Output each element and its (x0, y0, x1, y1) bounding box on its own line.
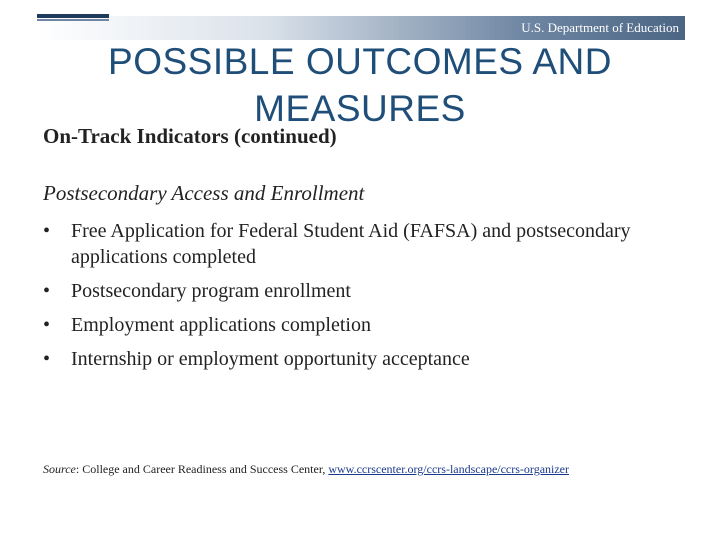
slide-title: POSSIBLE OUTCOMES AND MEASURES (108, 41, 612, 129)
source-label: Source (43, 462, 76, 476)
department-name: U.S. Department of Education (521, 20, 679, 35)
header-bar (37, 16, 685, 40)
section-heading: Postsecondary Access and Enrollment (43, 181, 365, 205)
header-rule-secondary (37, 19, 109, 21)
bullet-list (43, 218, 683, 380)
bullet-item: • Free Application for Federal Student Aid (FAFSA) and postsecondary applications completed (43, 218, 683, 270)
header-rule (37, 14, 109, 18)
bullet-item: • Internship or employment opportunity acceptance (43, 346, 683, 372)
source-citation (43, 462, 569, 477)
bullet-item: • Employment applications completion (43, 312, 683, 338)
slide-subtitle: On-Track Indicators (continued) (43, 124, 337, 148)
bullet-item: • Postsecondary program enrollment (43, 278, 683, 304)
source-link[interactable]: www.ccrscenter.org/ccrs-landscape/ccrs-organizer (328, 462, 569, 476)
source-text: : College and Career Readiness and Success Center, (75, 462, 329, 476)
